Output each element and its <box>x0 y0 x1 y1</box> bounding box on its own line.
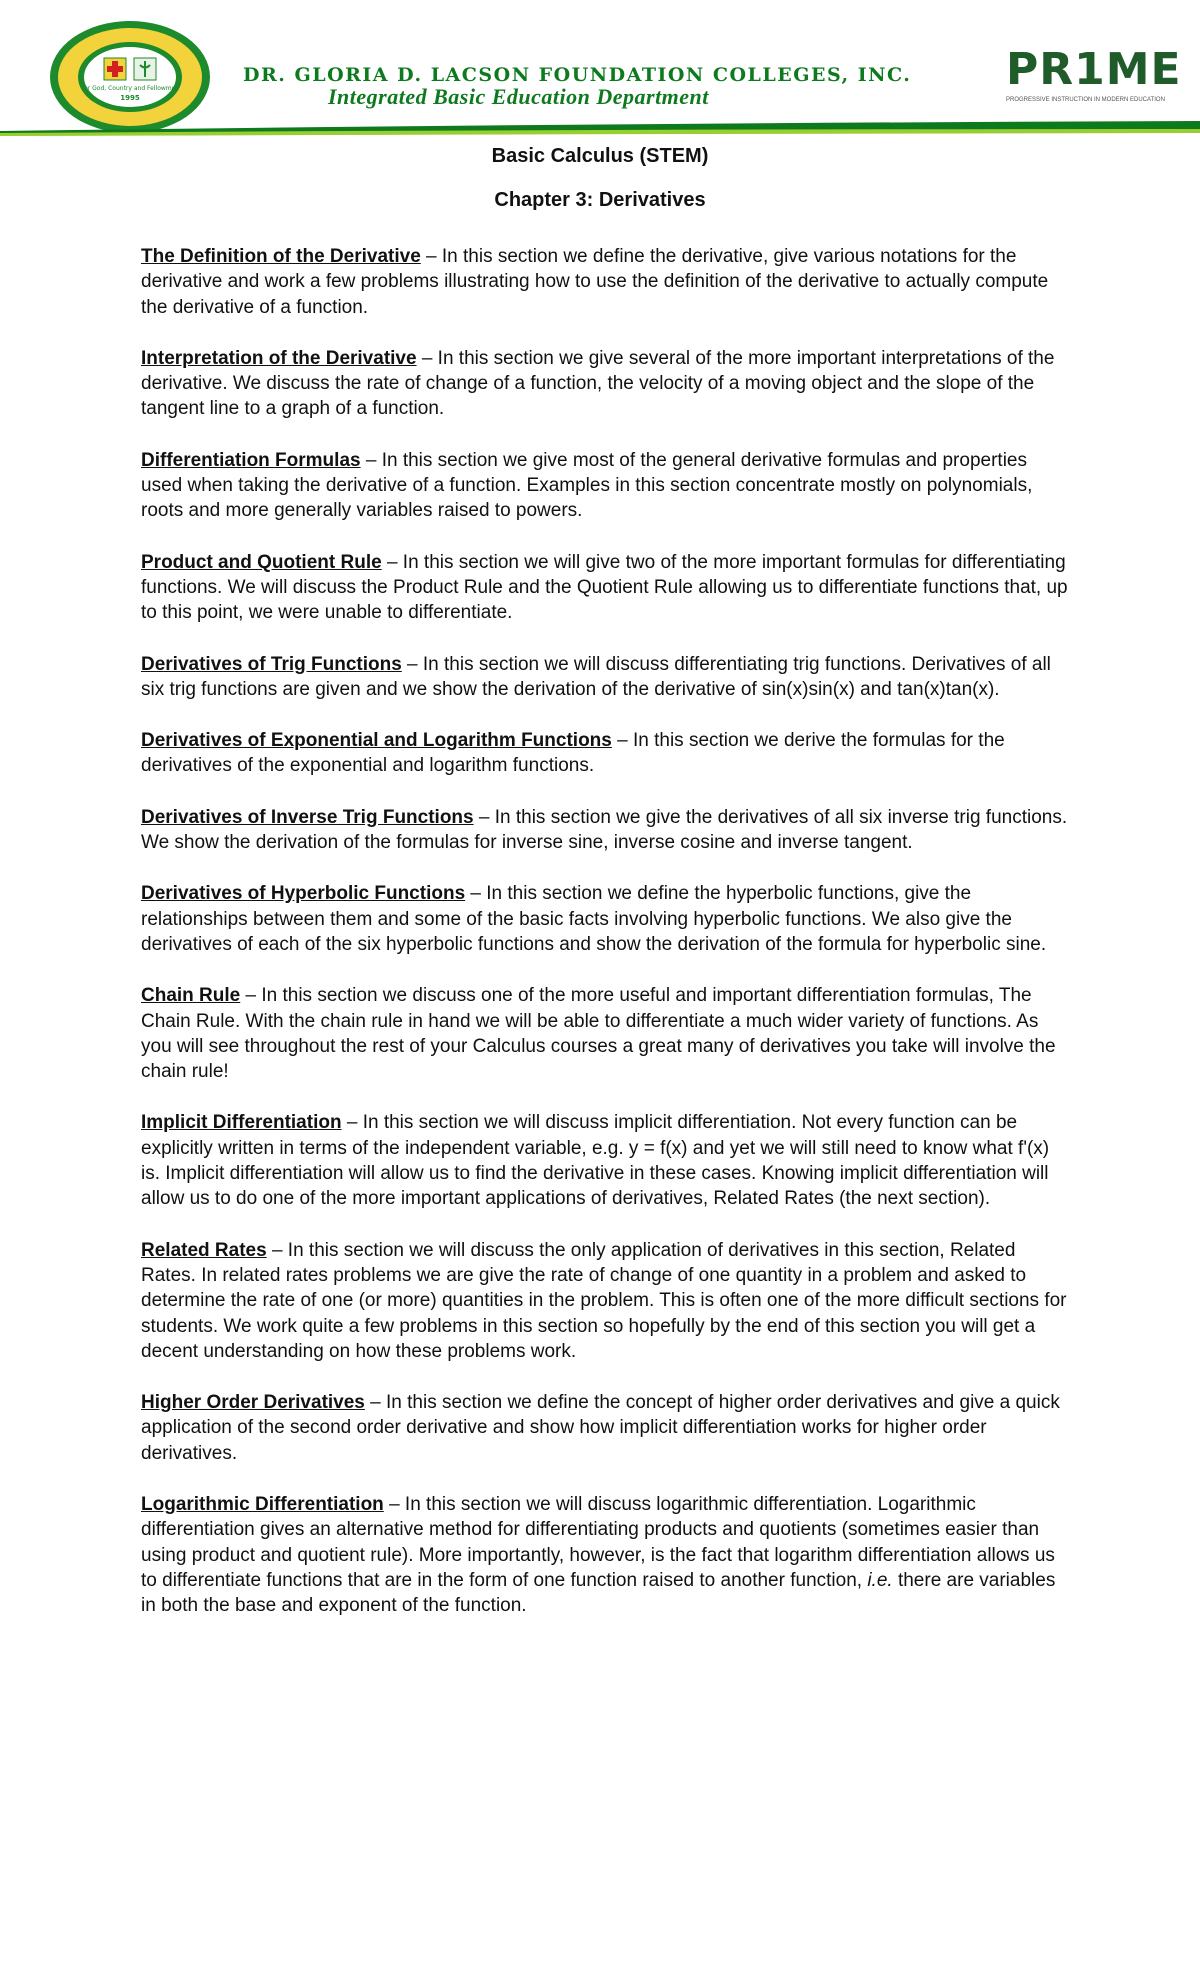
section-formulas <box>141 448 1071 524</box>
section-heading: Chain Rule <box>141 985 241 1007</box>
department-name: Integrated Basic Education Department <box>328 84 709 109</box>
section-heading: Derivatives of Exponential and Logarithm Functions <box>141 730 612 752</box>
prime-tagline: PROGRESSIVE INSTRUCTION IN MODERN EDUCATION <box>1006 97 1165 103</box>
section-text: – In this section we derive the formulas for the derivatives of the exponential and logarithm functions. <box>141 730 1005 777</box>
section-logarithmic <box>141 1492 1071 1618</box>
section-text: – In this section we will discuss implicit differentiation. Not every function can be explicitly written in terms of the independent variable, e.g. y = f(x) and yet we will still need to know what f'(x) is. Implicit differentiation will allow us to find the derivative in these cases. Knowing implicit differentiation will allow us to do one of the more important applications of derivatives, Related Rates (the next section). <box>141 1112 1050 1210</box>
section-implicit <box>141 1110 1071 1211</box>
section-related-rates <box>141 1238 1071 1364</box>
section-heading: Interpretation of the Derivative <box>141 347 417 369</box>
section-text: – In this section we define the hyperbolic functions, give the relationships between them and some of the basic facts involving hyperbolic functions. We also give the derivatives of each of the six hyperbolic functions and show the derivation of the formula for hyperbolic sine. <box>141 883 1047 955</box>
section-heading: Logarithmic Differentiation <box>141 1493 384 1515</box>
section-text: – In this section we give several of the more important interpretations of the derivative. We discuss the rate of change of a function, the velocity of a moving object and the slope of the tangent line to a graph of a function. <box>141 347 1055 420</box>
chapter-title: Chapter 3: Derivatives <box>494 189 706 211</box>
section-heading: Differentiation Formulas <box>141 449 361 471</box>
section-heading: The Definition of the Derivative <box>141 246 421 267</box>
section-text: – In this section we will discuss differentiating trig functions. Derivatives of all six trig functions are given and we show the derivation of the derivative of sin(x)sin(x) and tan(x)tan(x). <box>141 653 1051 700</box>
section-text: – In this section we will discuss logarithmic differentiation. Logarithmic differentiation gives an alternative method for differentiating products and quotients (sometimes easier than using product and quotient rule). More importantly, however, is the fact that logarithm differentiation allows us to differentiate functions that are in the form of one function raised to another function, <box>141 1493 1055 1591</box>
section-chain-rule <box>141 983 1071 1084</box>
header-divider <box>0 119 1200 137</box>
section-text: – In this section we will give two of the more important formulas for differentiating functions. We will discuss the Product Rule and the Quotient Rule allowing us to differentiate functions that, up to this point, we were unable to differentiate. <box>141 551 1068 624</box>
course-title: Basic Calculus (STEM) <box>491 145 709 167</box>
sections-list <box>141 244 1071 1644</box>
section-inverse-trig <box>141 805 1071 856</box>
section-text: – In this section we define the derivative, give various notations for the derivative and work a few problems illustrating how to use the definition of the derivative to actually compute the derivative of a function. <box>141 246 1049 318</box>
seal-motto: For God, Country and Fellowmen <box>80 85 180 92</box>
seal-year: 1995 <box>120 94 140 102</box>
section-heading: Higher Order Derivatives <box>141 1392 365 1414</box>
prime-logo: PR1ME <box>1006 44 1182 95</box>
page-header <box>0 0 1200 140</box>
section-product-quotient <box>141 550 1071 626</box>
school-name: DR. GLORIA D. LACSON FOUNDATION COLLEGES, INC. <box>243 64 912 86</box>
section-heading: Derivatives of Hyperbolic Functions <box>141 883 466 905</box>
section-interpretation <box>141 346 1071 422</box>
section-text: – In this section we define the concept of higher order derivatives and give a quick application of the second order derivative and show how implicit differentiation works for higher order derivatives. <box>141 1392 1060 1464</box>
section-definition <box>141 244 1071 320</box>
section-exp-log <box>141 728 1071 779</box>
section-text-after: there are variables in both the base and exponent of the function. <box>141 1569 1056 1617</box>
section-text: – In this section we give the derivatives of all six inverse trig functions. We show the derivation of the formulas for inverse sine, inverse cosine and inverse tangent. <box>141 806 1068 854</box>
section-trig <box>141 652 1071 703</box>
section-heading: Product and Quotient Rule <box>141 551 382 573</box>
section-heading: Derivatives of Trig Functions <box>141 653 402 675</box>
section-text: – In this section we will discuss the only application of derivatives in this section, Related Rates. In related rates problems we are give the rate of change of one quantity in a problem and asked to determine the rate of one (or more) quantities in the problem. This is often one of the more difficult sections for students. We work quite a few problems in this section so hopefully by the end of this section you will get a decent understanding on how these problems work. <box>141 1239 1067 1362</box>
section-heading: Derivatives of Inverse Trig Functions <box>141 806 474 828</box>
section-text-italic: i.e. <box>867 1569 893 1591</box>
section-heading: Implicit Differentiation <box>141 1112 342 1134</box>
section-text: – In this section we discuss one of the more useful and important differentiation formulas, The Chain Rule. With the chain rule in hand we will be able to differentiate a much wider variety of functions. As you will see throughout the rest of your Calculus courses a great many of derivatives you take will involve the chain rule! <box>141 985 1056 1083</box>
section-heading: Related Rates <box>141 1239 267 1261</box>
section-hyperbolic <box>141 881 1071 957</box>
section-text: – In this section we give most of the general derivative formulas and properties used when taking the derivative of a function. Examples in this section concentrate mostly on polynomials, roots and more generally variables raised to powers. <box>141 449 1033 522</box>
section-higher-order <box>141 1390 1071 1466</box>
